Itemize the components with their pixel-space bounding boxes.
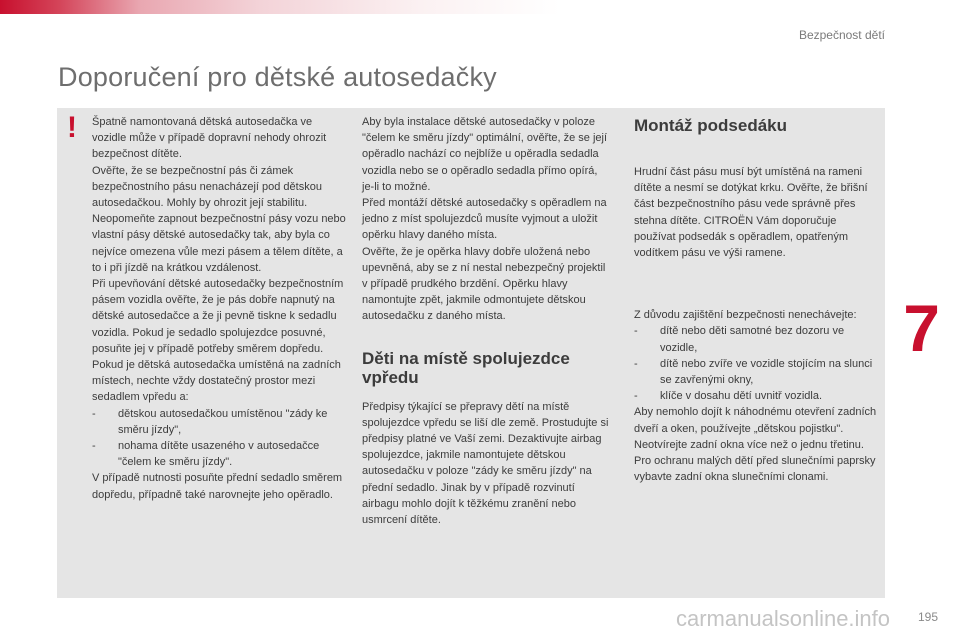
warning-icon: ! [67, 111, 77, 144]
paragraph: Hrudní část pásu musí být umístěná na rameni dítěte a nesmí se dotýkat krku. Ověřte, že břišní část bezpečnostního pásu vede správně přes stehna dítěte. CITROËN Vám doporučuje používat podsedák s opěradlem, opatřeným vodítkem pásu ve výši ramene. [634, 166, 868, 260]
booster-heading: Montáž podsedáku [634, 116, 788, 135]
bullet-dash: - [634, 357, 638, 370]
list-item-text: nohama dítěte usazeného v autosedačce "čelem ke směru jízdy". [118, 440, 320, 469]
paragraph: Při upevňování dětské autosedačky bezpečnostním pásem vozidla ověřte, že je pás dobře napnutý na dětské autosedačce a že ji pevně tiskne k sedadlu vozidla. Pokud je sedadlo spolujezdce posuvné, posuňte jej v případě potřeby směrem dopředu. [92, 278, 344, 355]
paragraph: Špatně namontovaná dětská autosedačka ve vozidle může v případě dopravní nehody ohrozit bezpečnost dítěte. [92, 116, 327, 161]
list-item [634, 356, 880, 388]
paragraph: Ověřte, že je opěrka hlavy dobře uložená nebo upevněná, aby se z ní nestal nebezpečný projektil v případě prudkého brzdění. Opěrku hlavy namontujte zpět, jakmile odmontujete dětskou autosedačku z daného místa. [362, 245, 606, 323]
paragraph: Aby nemohlo dojít k náhodnému otevření zadních dveří a oken, používejte „dětskou pojistku". [634, 406, 877, 435]
page-title: Doporučení pro dětské autosedačky [58, 62, 497, 92]
list-item-text: klíče v dosahu dětí uvnitř vozidla. [660, 390, 823, 403]
page-number: 195 [917, 610, 938, 624]
top-gradient-bar [0, 0, 960, 14]
bullet-dash: - [92, 407, 96, 420]
paragraph: V případě nutnosti posuňte přední sedadlo směrem dopředu, případně také narovnejte jeho opěradlo. [92, 472, 343, 501]
list-item [634, 388, 880, 404]
paragraph: Z důvodu zajištění bezpečnosti nenechávejte: [634, 309, 857, 322]
paragraph: Před montáží dětské autosedačky s opěradlem na jedno z míst spolujezdců musíte vyjmout a uložit opěrku hlavy daného místa. [362, 197, 607, 242]
list-item-text: dětskou autosedačkou umístěnou "zády ke směru jízdy", [118, 407, 328, 436]
list-item [92, 406, 347, 438]
paragraph: Neotvírejte zadní okna více než o jednu třetinu. [634, 438, 864, 451]
column-right [634, 116, 880, 485]
paragraph: Pokud je dětská autosedačka umístěná na zadních místech, nechte vždy dostatečný prostor mezi sedadlem vpředu a: [92, 359, 341, 404]
paragraph: Pro ochranu malých dětí před slunečními paprsky vybavte zadní okna slunečními clonami. [634, 455, 876, 484]
paragraph: Ověřte, že se bezpečnostní pás či zámek bezpečnostního pásu nenacházejí pod dětskou autosedačkou. Mohly by ohrozit její stabilitu. [92, 164, 322, 210]
passenger-heading: Děti na místě spolujezdce vpředu [362, 348, 570, 387]
paragraph: Aby byla instalace dětské autosedačky v poloze "čelem ke směru jízdy" optimální, ověřte, že se její opěradlo nachází co nejblíže u opěradla sedadla vozidla nebo se o opěradlo sedadla přímo opírá, je-li to možné. [362, 116, 608, 193]
bullet-dash: - [634, 390, 638, 403]
chapter-number: 7 [903, 291, 940, 365]
list-item-text: dítě nebo zvíře ve vozidle stojícím na slunci se zavřenými okny, [660, 357, 873, 387]
paragraph: Předpisy týkající se přepravy dětí na místě spolujezdce vpředu se liší dle země. Prostudujte si předpisy platné ve Vaší zemi. Dezaktivujte airbag spolujezdce, jakmile namontujete dětskou autosedačku v poloze "zády ke směru jízdy" na přední sedadlo. Jinak by v případě rozvinutí airbagu mohlo dojít k těžkému zranění nebo usmrcení dítěte. [362, 400, 609, 527]
bullet-dash: - [634, 325, 638, 338]
paragraph: Neopomeňte zapnout bezpečnostní pásy vozu nebo vlastní pásy dětské autosedačky tak, aby byla co nejvíce omezena vůle mezi pásem a tělem dítěte, a to i při jízdě na krátkou vzdálenost. [92, 213, 346, 274]
list-item [92, 438, 347, 470]
safety-block [634, 307, 880, 485]
list-item-text: dítě nebo děti samotné bez dozoru ve vozidle, [660, 325, 845, 354]
list-item [634, 323, 880, 355]
watermark: carmanualsonline.info [676, 606, 891, 631]
bullet-dash: - [92, 440, 96, 453]
section-title: Bezpečnost dětí [798, 28, 885, 42]
column-middle [362, 114, 610, 528]
column-left [92, 114, 347, 503]
